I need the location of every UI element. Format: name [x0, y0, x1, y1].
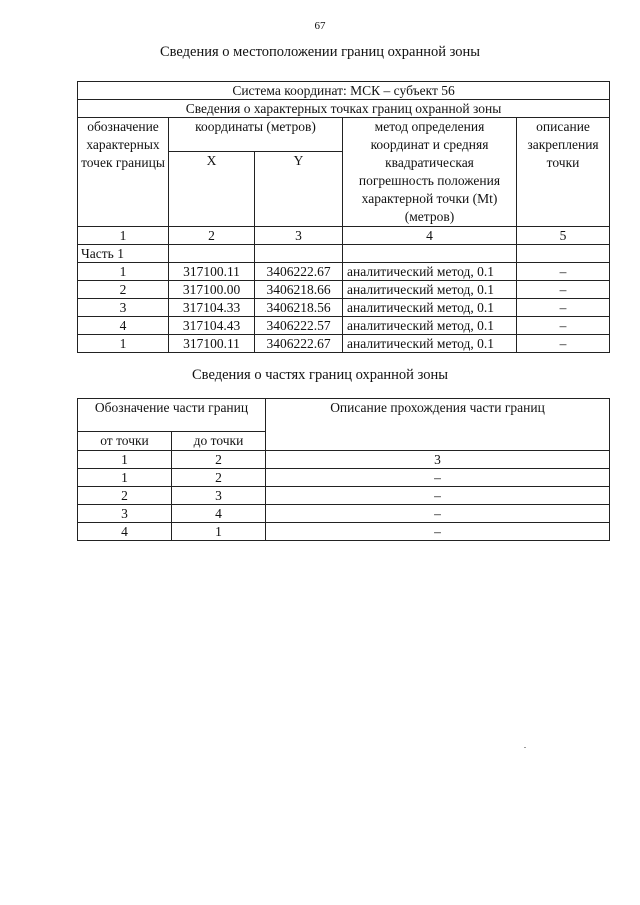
method: аналитический метод, 0.1 — [343, 281, 517, 299]
table-row — [78, 281, 610, 299]
to-point: 4 — [172, 505, 266, 523]
table-row — [78, 263, 610, 281]
method: аналитический метод, 0.1 — [343, 335, 517, 353]
from-point: 1 — [78, 469, 172, 487]
to-point: 1 — [172, 523, 266, 541]
coord-x: 317100.11 — [169, 335, 255, 353]
coord-y: 3406222.67 — [255, 335, 343, 353]
header-part-designation: Обозначение части границ — [78, 399, 266, 432]
coord-x: 317100.11 — [169, 263, 255, 281]
column-number: 5 — [517, 227, 610, 245]
header-to-point: до точки — [172, 432, 266, 451]
part-description: – — [266, 487, 610, 505]
table-row — [78, 487, 610, 505]
column-number: 3 — [255, 227, 343, 245]
from-point: 2 — [78, 487, 172, 505]
table-row — [78, 469, 610, 487]
coord-x: 317100.00 — [169, 281, 255, 299]
coord-y: 3406218.66 — [255, 281, 343, 299]
header-description: Описание прохождения части границ — [266, 399, 610, 451]
header-fixing: описание закрепления точки — [517, 118, 610, 227]
to-point: 3 — [172, 487, 266, 505]
coord-system-caption: Система координат: МСК – субъект 56 — [78, 82, 610, 100]
page-number: 67 — [314, 20, 326, 32]
part-description: – — [266, 505, 610, 523]
header-point-designation: обозначение характерных точек границы — [78, 118, 169, 227]
fixing: – — [517, 263, 610, 281]
section-title-parts: Сведения о частях границ охранной зоны — [192, 367, 448, 383]
point-id: 1 — [78, 263, 169, 281]
header-coordinates: координаты (метров) — [169, 118, 343, 152]
coord-y: 3406218.56 — [255, 299, 343, 317]
column-number: 2 — [169, 227, 255, 245]
table-row — [78, 505, 610, 523]
fixing: – — [517, 317, 610, 335]
column-number: 1 — [78, 227, 169, 245]
fixing: – — [517, 281, 610, 299]
coord-y: 3406222.57 — [255, 317, 343, 335]
column-number: 2 — [172, 451, 266, 469]
point-id: 1 — [78, 335, 169, 353]
fixing: – — [517, 299, 610, 317]
coord-x: 317104.43 — [169, 317, 255, 335]
table-row — [78, 335, 610, 353]
boundary-parts-table — [77, 398, 610, 541]
header-y: Y — [255, 151, 343, 226]
point-id: 4 — [78, 317, 169, 335]
points-section-caption: Сведения о характерных точках границ охранной зоны — [78, 100, 610, 118]
method: аналитический метод, 0.1 — [343, 317, 517, 335]
header-x: X — [169, 151, 255, 226]
coord-y: 3406222.67 — [255, 263, 343, 281]
part-label: Часть 1 — [78, 245, 169, 263]
header-from-point: от точки — [78, 432, 172, 451]
table-row — [78, 523, 610, 541]
method: аналитический метод, 0.1 — [343, 299, 517, 317]
part-description: – — [266, 523, 610, 541]
coord-x: 317104.33 — [169, 299, 255, 317]
method: аналитический метод, 0.1 — [343, 263, 517, 281]
column-number: 1 — [78, 451, 172, 469]
header-method: метод определения координат и средняя квадратическая погрешность положения характерной точки (Mt) (метров) — [343, 118, 517, 227]
column-number: 3 — [266, 451, 610, 469]
section-title-location: Сведения о местоположении границ охранной зоны — [159, 44, 480, 60]
point-id: 2 — [78, 281, 169, 299]
table-row — [78, 317, 610, 335]
fixing: – — [517, 335, 610, 353]
characteristic-points-table — [77, 81, 610, 353]
to-point: 2 — [172, 469, 266, 487]
from-point: 4 — [78, 523, 172, 541]
table-row — [78, 299, 610, 317]
from-point: 3 — [78, 505, 172, 523]
point-id: 3 — [78, 299, 169, 317]
part-description: – — [266, 469, 610, 487]
column-number: 4 — [343, 227, 517, 245]
scan-speck — [524, 747, 526, 748]
